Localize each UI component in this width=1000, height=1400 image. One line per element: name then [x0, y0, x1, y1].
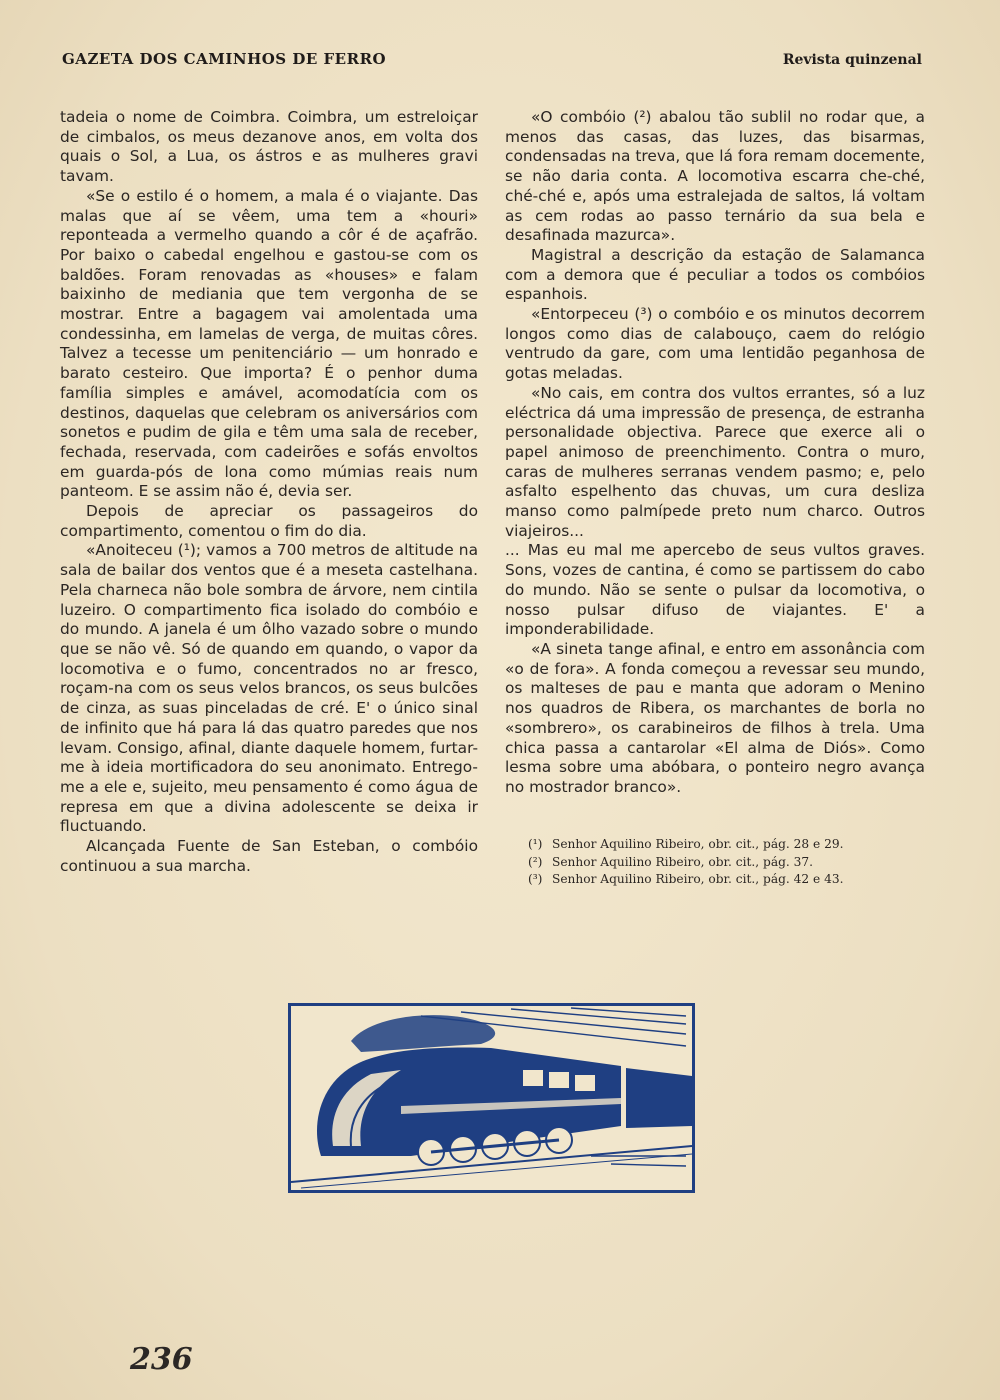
right-text-column	[505, 108, 925, 798]
locomotive-drawing	[291, 1006, 692, 1190]
paragraph: ... Mas eu mal me apercebo de seus vultos graves. Sons, vozes de cantina, é como se partissem do cabo do mundo. Não se sente o pulsar da locomotiva, o nosso pulsar difuso de viajantes. E' a imponderabilidade.	[505, 541, 925, 639]
paragraph: «Se o estilo é o homem, a mala é o viajante. Das malas que aí se vêem, uma tem a «houri» reponteada a vermelho quando a côr é de açafrão. Por baixo o cabedal engelhou e gastou-se com os baldões. Foram renovadas as «houses» e falam baixinho de mediania que tem vergonha de se mostrar. Entre a bagagem vai amolentada uma condessinha, em lamelas de verga, de muitas côres. Talvez a tecesse um penitenciário — um honrado e barato cesteiro. Que importa? É o penhor duma família simples e amável, acomodatícia com os destinos, daquelas que celebram os aniversários com sonetos e pudim de gila e têm uma sala de receber, fechada, reservada, com cadeirões e sofás envoltos em guarda-pós de lona como múmias reais num panteom. E se assim não é, devia ser.	[60, 186, 478, 501]
paragraph: «A sineta tange afinal, e entro em assonância com «o de fora». A fonda começou a revessar seu mundo, os malteses de pau e manta que adoram o Menino nos quadros de Ribera, os marchantes de borla no «sombrero», os carabineiros de filhos à trela. Uma chica passa a cantarolar «El alma de Diós». Como lesma sobre uma abóbara, o ponteiro negro avança no mostrador branco».	[505, 639, 925, 796]
paragraph: Magistral a descrição da estação de Salamanca com a demora que é peculiar a todos os combóios espanhois.	[505, 245, 925, 304]
journal-title: GAZETA DOS CAMINHOS DE FERRO	[62, 50, 387, 68]
paragraph: «Entorpeceu (³) o combóio e os minutos decorrem longos como dias de calabouço, caem do relógio ventrudo da gare, com uma lentidão peganhosa de gotas meladas.	[505, 305, 925, 383]
footnote-mark: (²)	[528, 854, 543, 869]
footnote-text: Senhor Aquilino Ribeiro, obr. cit., pág. 37.	[552, 854, 814, 869]
footnote-mark: (¹)	[528, 837, 543, 851]
footnote	[528, 871, 908, 889]
paragraph: Depois de apreciar os passageiros do compartimento, comentou o fim do dia.	[60, 502, 478, 540]
page-number: 236	[130, 1342, 193, 1377]
paragraph: «O combóio (²) abalou tão sublil no rodar que, a menos das casas, das luzes, das bisarmas, condensadas na treva, que lá fora remam docemente, se não daria conta. A locomotiva escarra che-ché, ché-ché e, após uma estralejada de saltos, lá voltam as cem rodas ao passo ternário da sua bela e desafinada mazurca».	[505, 108, 925, 245]
paragraph: Alcançada Fuente de San Esteban, o combóio continuou a sua marcha.	[60, 837, 478, 875]
locomotive-illustration	[288, 1003, 695, 1193]
journal-subtitle: Revista quinzenal	[782, 52, 922, 68]
paragraph: «No cais, em contra dos vultos errantes, só a luz eléctrica dá uma impressão de presença, de estranha personalidade objectiva. Parece que exerce ali o papel animoso de preenchimento. Contra o muro, caras de mulheres serranas vendem pasmo; e, pelo asfalto espelhento das chuvas, um cura desliza manso como palmípede preto num charco. Outros viajeiros...	[505, 383, 925, 540]
footnote-text: Senhor Aquilino Ribeiro, obr. cit., pág. 28 e 29.	[552, 837, 844, 851]
paragraph: tadeia o nome de Coimbra. Coimbra, um estreloiçar de cimbalos, os meus dezanove anos, em volta dos quais o Sol, a Lua, os ástros e as mulheres gravi tavam.	[60, 108, 478, 186]
footnote-mark: (³)	[528, 872, 543, 886]
footnote	[528, 836, 908, 854]
paragraph: «Anoiteceu (¹); vamos a 700 metros de altitude na sala de bailar dos ventos que é a meseta castelhana. Pela charneca não bole sombra de árvore, nem cintila luzeiro. O compartimento fica isolado do combóio e do mundo. A janela é um ôlho vazado sobre o mundo que se não vê. Só de quando em quando, o vapor da locomotiva e o fumo, concentrados no ar fresco, roçam-na com os seus velos brancos, os seus bulcões de cinza, as suas pinceladas de cré. E' o único sinal de infinito que há para lá das quatro paredes que nos levam. Consigo, afinal, diante daquele homem, furtar-me à ideia mortificadora do seu anonimato. Entrego-me a ele e, sujeito, meu pensamento é como água de represa em que a divina adolescente se deixa ir fluctuando.	[60, 541, 478, 836]
footnotes	[528, 836, 908, 889]
left-text-column	[60, 108, 478, 876]
footnote-text: Senhor Aquilino Ribeiro, obr. cit., pág. 42 e 43.	[552, 872, 844, 886]
footnote	[528, 854, 908, 872]
